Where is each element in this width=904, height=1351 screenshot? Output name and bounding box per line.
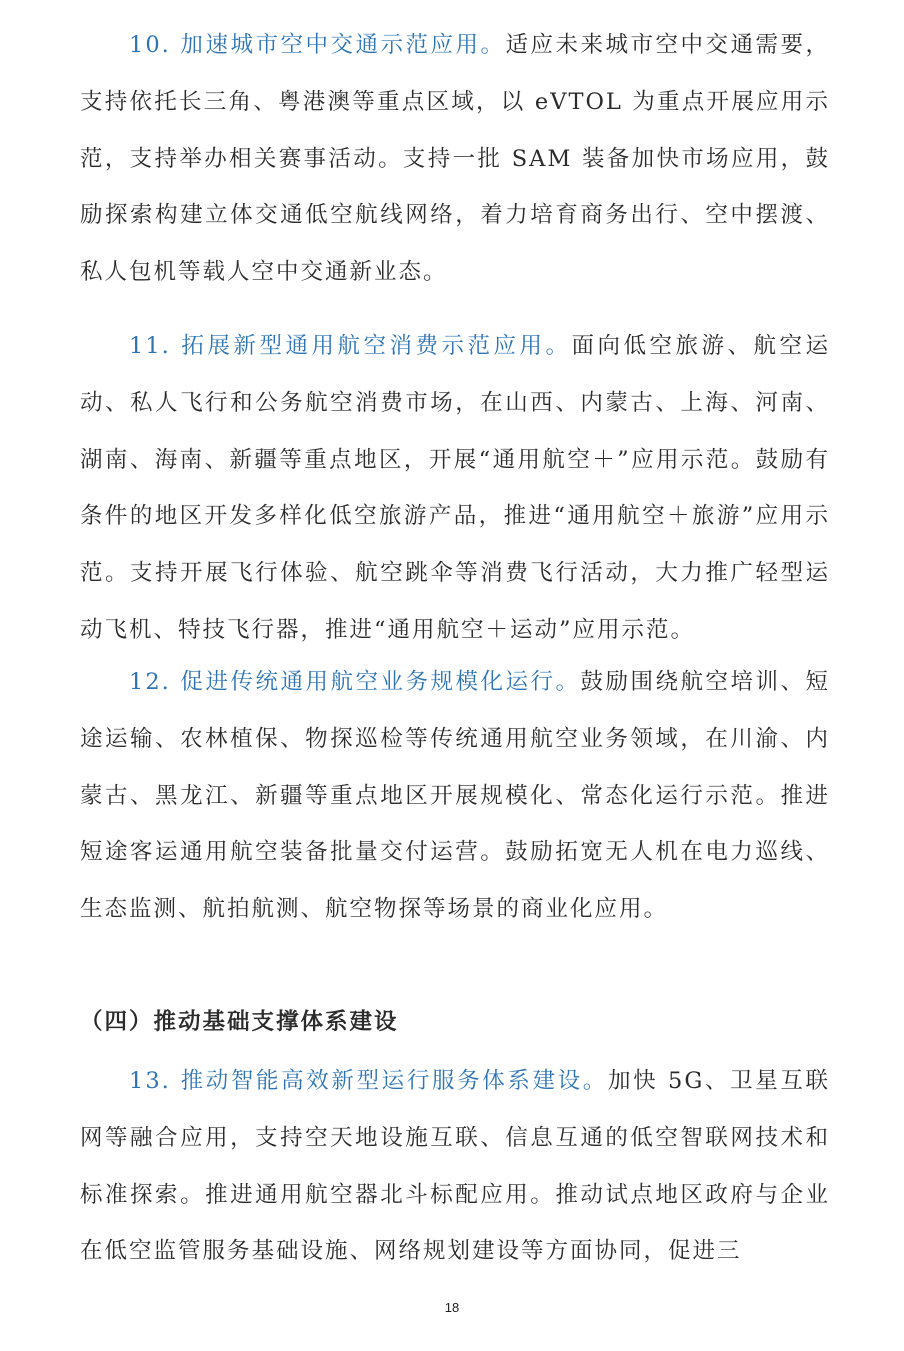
- paragraph-section-13: [80, 1053, 830, 1280]
- section-heading: （四）推动基础支撑体系建设: [80, 1009, 399, 1035]
- section-11-lead: 11. 拓展新型通用航空消费示范应用。: [129, 333, 572, 359]
- paragraph-section-12: [80, 654, 830, 938]
- section-13-lead: 13. 推动智能高效新型运行服务体系建设。: [129, 1068, 608, 1094]
- paragraph-section-10: [80, 17, 830, 301]
- section-12-lead: 12. 促进传统通用航空业务规模化运行。: [129, 669, 581, 695]
- paragraph-section-11: [80, 318, 830, 659]
- page-number: 18: [444, 1300, 460, 1315]
- section-12-body: 鼓励围绕航空培训、短途运输、农林植保、物探巡检等传统通用航空业务领域，在川渝、内蒙古、黑龙江、新疆等重点地区开展规模化、常态化运行示范。推进短途客运通用航空装备批量交付运营。鼓励拓宽无人机在电力巡线、生态监测、航拍航测、航空物探等场景的商业化应用。: [80, 669, 830, 923]
- section-11-body: 面向低空旅游、航空运动、私人飞行和公务航空消费市场，在山西、内蒙古、上海、河南、湖南、海南、新疆等重点地区，开展“通用航空＋”应用示范。鼓励有条件的地区开发多样化低空旅游产品，推进“通用航空＋旅游”应用示范。支持开展飞行体验、航空跳伞等消费飞行活动，大力推广轻型运动飞机、特技飞行器，推进“通用航空＋运动”应用示范。: [80, 333, 830, 643]
- section-10-lead: 10. 加速城市空中交通示范应用。: [129, 32, 506, 58]
- section-13-body: 加快 5G、卫星互联网等融合应用，支持空天地设施互联、信息互通的低空智联网技术和标准探索。推进通用航空器北斗标配应用。推动试点地区政府与企业在低空监管服务基础设施、网络规划建设等方面协同，促进三: [80, 1068, 830, 1265]
- section-10-body: 适应未来城市空中交通需要，支持依托长三角、粤港澳等重点区域，以 eVTOL 为重点开展应用示范，支持举办相关赛事活动。支持一批 SAM 装备加快市场应用，鼓励探索构建立体交通低空航线网络，着力培育商务出行、空中摆渡、私人包机等载人空中交通新业态。: [80, 32, 830, 286]
